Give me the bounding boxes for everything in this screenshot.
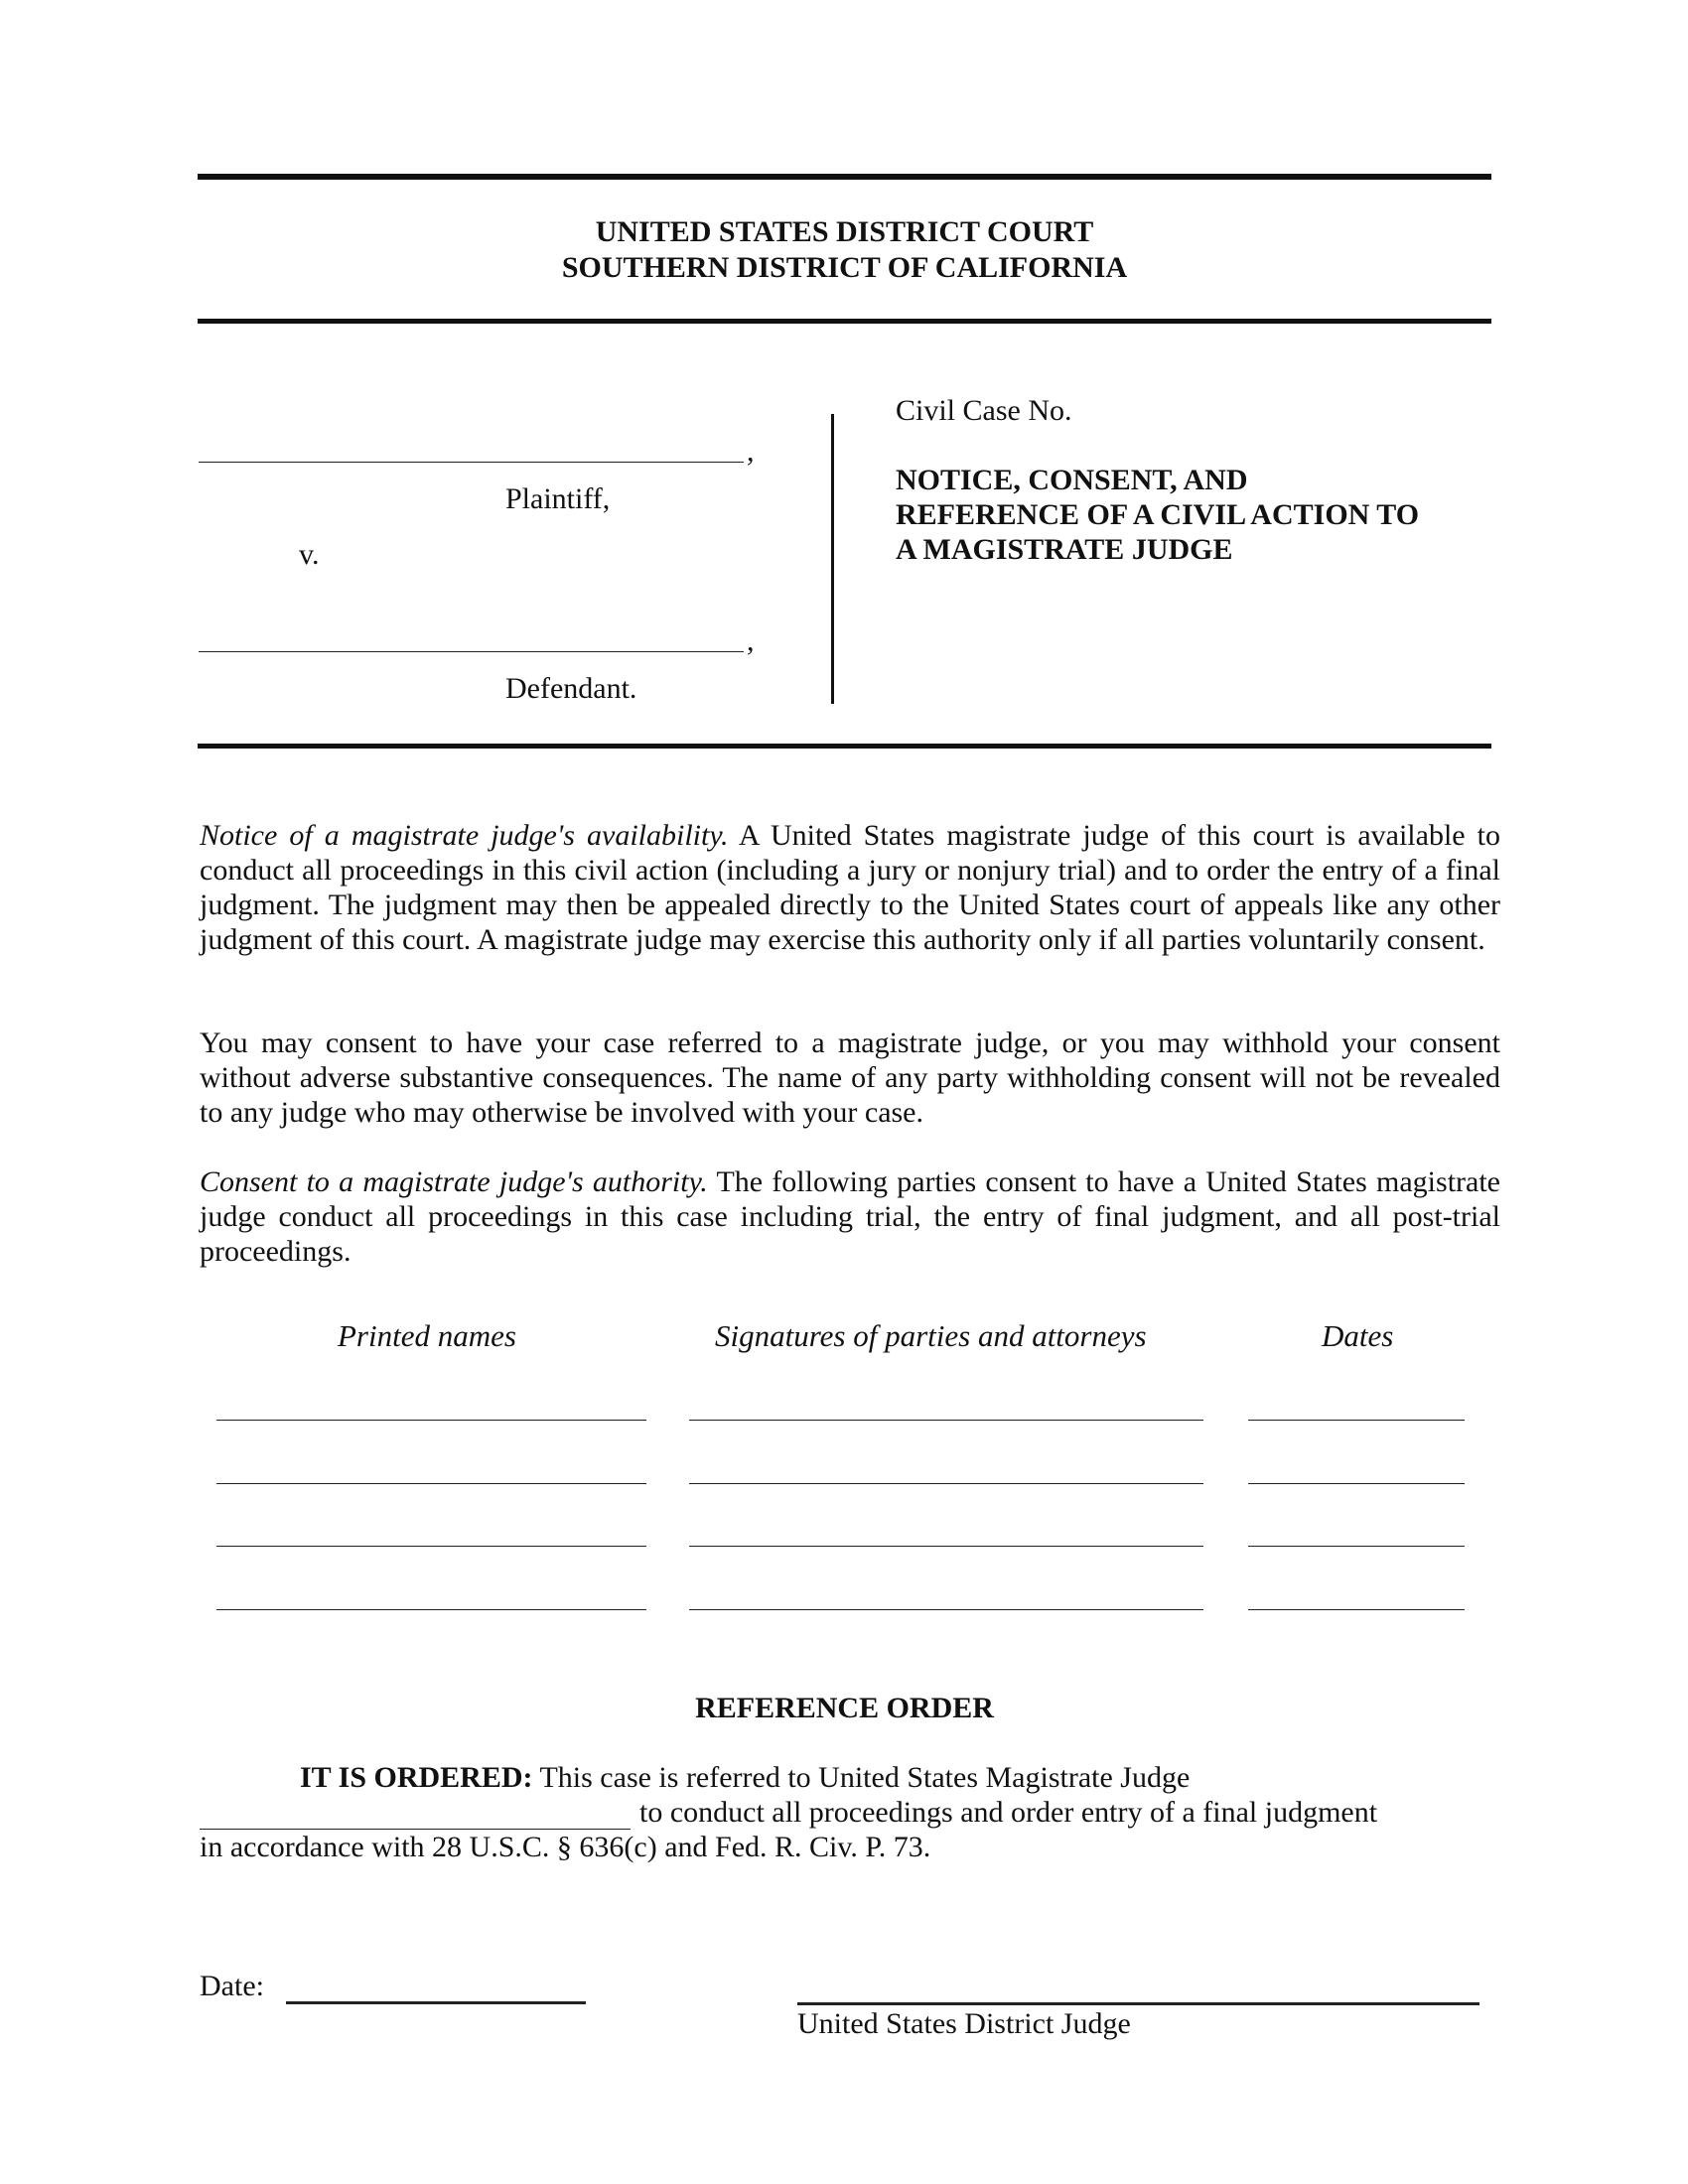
top-rule xyxy=(198,174,1491,180)
withhold-body: You may consent to have your case referred to a magistrate judge, or you may withhold your consent without adverse substantive consequences. The name of any party withholding consent will not be revealed to any judge who may otherwise be involved with your case. xyxy=(200,1026,1500,1129)
date-line[interactable] xyxy=(1248,1546,1465,1547)
dates-header: Dates xyxy=(1322,1318,1394,1353)
date-line[interactable] xyxy=(1248,1609,1465,1610)
printed-name-line[interactable] xyxy=(216,1420,646,1421)
signature-line[interactable] xyxy=(689,1609,1203,1610)
consent-body: The following parties consent to have a United States magistrate judge conduct all proceedings in this case including trial, the entry of final judgment, and all post-trial proceedings. xyxy=(200,1165,1500,1268)
printed-name-line[interactable] xyxy=(216,1546,646,1547)
order-text-3: in accordance with 28 U.S.C. § 636(c) and Fed. R. Civ. P. 73. xyxy=(200,1831,931,1863)
consent-paragraph xyxy=(200,1164,1500,1269)
date-line[interactable] xyxy=(1248,1420,1465,1421)
header-bottom-rule xyxy=(198,319,1491,324)
notice-body: A United States magistrate judge of this court is available to conduct all proceedings in this civil action (including a jury or nonjury trial) and to order the entry of a final judgment. The judgment may then be appealed directly to the United States court of appeals like any other judgment of this court. A magistrate judge may exercise this authority only if all parties voluntarily consent. xyxy=(200,819,1500,956)
consent-heading: Consent to a magistrate judge's authority. xyxy=(200,1165,708,1198)
caption-divider xyxy=(831,414,834,704)
printed-name-line[interactable] xyxy=(216,1609,646,1610)
order-text-2: to conduct all proceedings and order entry of a final judgment xyxy=(639,1796,1378,1829)
printed-names-header: Printed names xyxy=(338,1318,516,1353)
reference-order-heading: REFERENCE ORDER xyxy=(695,1692,994,1724)
document-title xyxy=(896,463,1419,567)
court-heading xyxy=(198,214,1491,286)
magistrate-judge-name-line[interactable] xyxy=(200,1829,631,1830)
defendant-label: Defendant. xyxy=(505,672,637,705)
document-title-line-3: A MAGISTRATE JUDGE xyxy=(896,533,1233,566)
court-district: SOUTHERN DISTRICT OF CALIFORNIA xyxy=(561,251,1128,284)
plaintiff-name-line[interactable] xyxy=(199,462,744,463)
case-number-label: Civil Case No. xyxy=(896,394,1072,427)
document-title-line-1: NOTICE, CONSENT, AND xyxy=(896,464,1248,496)
district-judge-label: United States District Judge xyxy=(797,2007,1131,2040)
order-lead: IT IS ORDERED: xyxy=(300,1761,533,1794)
document-title-line-2: REFERENCE OF A CIVIL ACTION TO xyxy=(896,498,1420,531)
plaintiff-comma: , xyxy=(747,435,755,468)
order-date-line[interactable] xyxy=(286,2001,586,2004)
withhold-paragraph xyxy=(200,1025,1500,1130)
caption-bottom-rule xyxy=(198,744,1491,749)
judge-signature-line[interactable] xyxy=(797,2002,1479,2005)
signature-line[interactable] xyxy=(689,1546,1203,1547)
order-line-1 xyxy=(300,1761,1190,1795)
defendant-name-line[interactable] xyxy=(199,651,744,652)
plaintiff-label: Plaintiff, xyxy=(505,482,611,515)
printed-name-line[interactable] xyxy=(216,1483,646,1484)
versus-label: v. xyxy=(299,538,320,571)
defendant-comma: , xyxy=(747,624,755,657)
date-label: Date: xyxy=(200,1970,264,2002)
notice-paragraph xyxy=(200,818,1500,957)
date-line[interactable] xyxy=(1248,1483,1465,1484)
notice-heading: Notice of a magistrate judge's availability. xyxy=(200,819,729,852)
signature-line[interactable] xyxy=(689,1420,1203,1421)
order-text-1: This case is referred to United States Magistrate Judge xyxy=(532,1761,1191,1794)
court-name: UNITED STATES DISTRICT COURT xyxy=(595,215,1094,248)
signatures-header: Signatures of parties and attorneys xyxy=(715,1318,1147,1353)
signature-line[interactable] xyxy=(689,1483,1203,1484)
